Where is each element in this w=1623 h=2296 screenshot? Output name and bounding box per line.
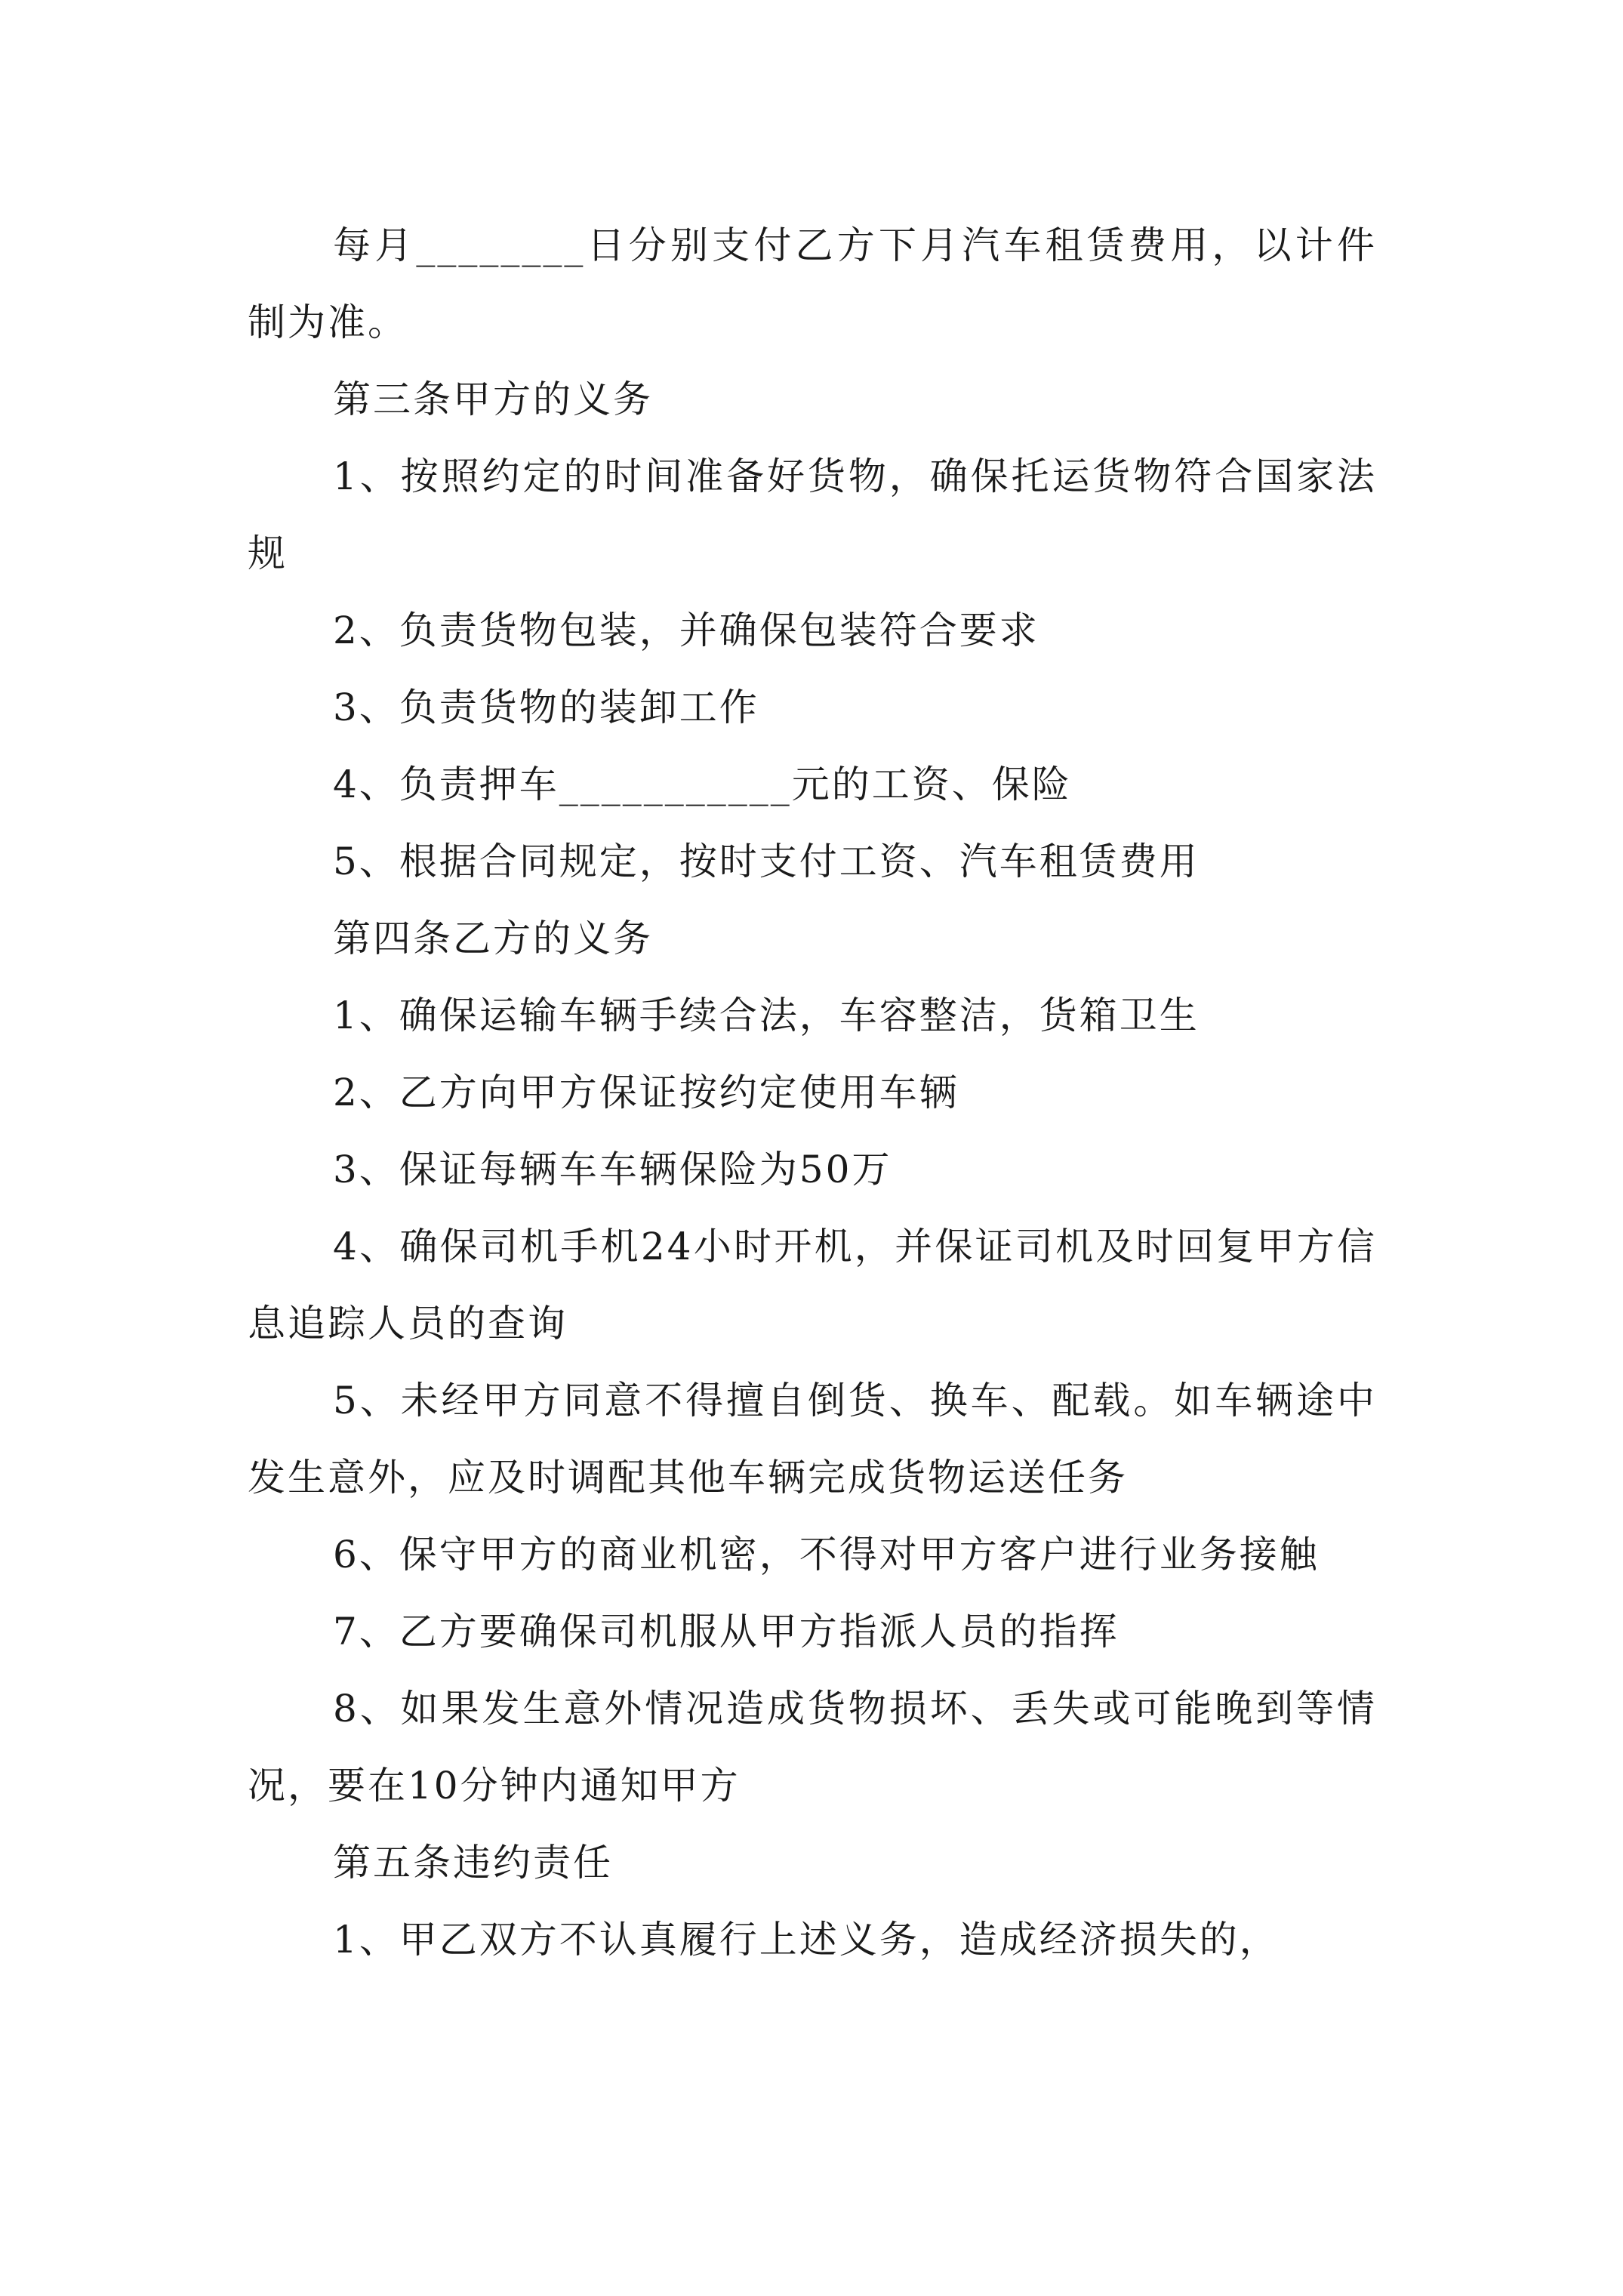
heading-article-5: 第五条违约责任 (333, 1841, 613, 1885)
paragraph-a3-item-3: 3、负责货物的装卸工作 (333, 686, 759, 729)
heading-article-4: 第四条乙方的义务 (333, 917, 653, 960)
paragraph-payment-terms: 每月________日分别支付乙方下月汽车租赁费用，以计件制为准。 (248, 223, 1377, 344)
paragraph-a4-item-7: 7、乙方要确保司机服从甲方指派人员的指挥 (333, 1610, 1119, 1653)
paragraph-a4-item-2: 2、乙方向甲方保证按约定使用车辆 (333, 1071, 959, 1114)
paragraph-a5-item-1: 1、甲乙双方不认真履行上述义务，造成经济损失的， (333, 1918, 1280, 1962)
paragraph-a4-item-8: 8、如果发生意外情况造成货物损坏、丢失或可能晚到等情况，要在10分钟内通知甲方 (248, 1687, 1377, 1808)
document-body (248, 207, 1377, 1978)
paragraph-a3-item-1: 1、按照约定的时间准备好货物，确保托运货物符合国家法规 (248, 455, 1377, 575)
paragraph-a4-item-3: 3、保证每辆车车辆保险为50万 (333, 1148, 892, 1191)
paragraph-a4-item-1: 1、确保运输车辆手续合法，车容整洁，货箱卫生 (333, 994, 1200, 1037)
paragraph-a3-item-5: 5、根据合同规定，按时支付工资、汽车租赁费用 (333, 840, 1200, 883)
paragraph-a4-item-4: 4、确保司机手机24小时开机，并保证司机及时回复甲方信息追踪人员的查询 (248, 1225, 1377, 1345)
paragraph-a4-item-6: 6、保守甲方的商业机密，不得对甲方客户进行业务接触 (333, 1533, 1320, 1576)
heading-article-3: 第三条甲方的义务 (333, 378, 653, 421)
paragraph-a4-item-5: 5、未经甲方同意不得擅自倒货、换车、配载。如车辆途中发生意外，应及时调配其他车辆完成货物运送任务 (248, 1379, 1377, 1499)
paragraph-a3-item-2: 2、负责货物包装，并确保包装符合要求 (333, 609, 1039, 652)
paragraph-a3-item-4: 4、负责押车___________元的工资、保险 (333, 763, 1072, 806)
